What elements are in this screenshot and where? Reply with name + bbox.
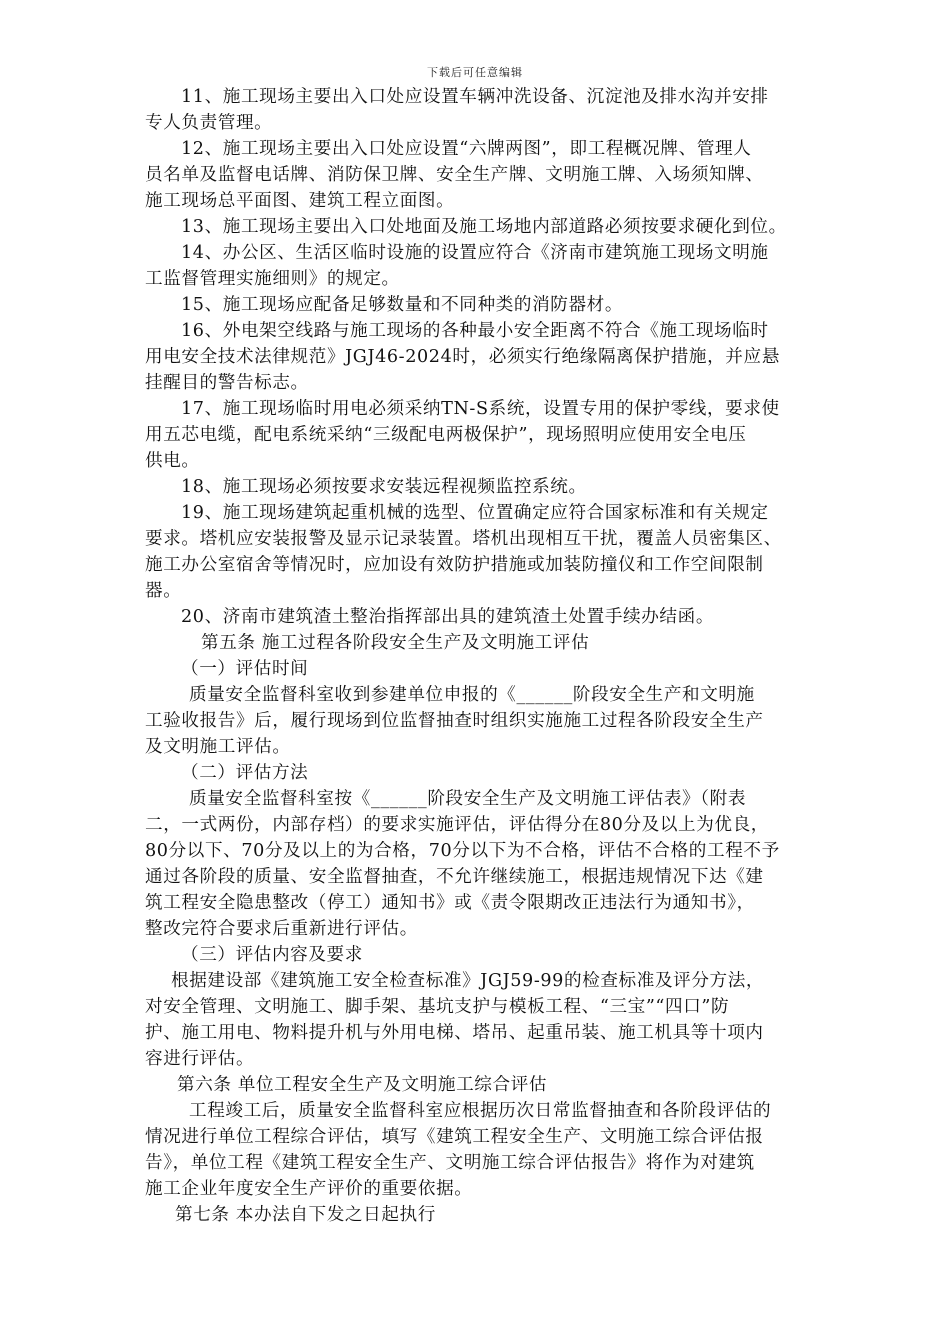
text-line: 二，一式两份，内部存档）的要求实施评估，评估得分在80分及以上为优良，: [145, 815, 769, 835]
text-line: 对安全管理、文明施工、脚手架、基坑支护与模板工程、“三宝”“四口”防: [145, 997, 730, 1017]
text-line: 工程竣工后，质量安全监督科室应根据历次日常监督抽查和各阶段评估的: [189, 1101, 772, 1121]
section-heading: 第六条 单位工程安全生产及文明施工综合评估: [177, 1075, 548, 1095]
text-line: 13、施工现场主要出入口处地面及施工场地内部道路必须按要求硬化到位。: [181, 217, 787, 237]
text-line: 容进行评估。: [145, 1049, 255, 1069]
text-line: 施工企业年度安全生产评价的重要依据。: [145, 1179, 473, 1199]
text-line: 用五芯电缆，配电系统采纳“三级配电两极保护”，现场照明应使用安全电压: [145, 425, 747, 445]
text-line: 专人负责管理。: [145, 113, 273, 133]
text-line: 护、施工用电、物料提升机与外用电梯、塔吊、起重吊装、施工机具等十项内: [145, 1023, 764, 1043]
text-line: 施工现场总平面图、建筑工程立面图。: [145, 191, 455, 211]
text-line: 质量安全监督科室收到参建单位申报的《______阶段安全生产和文明施: [189, 685, 755, 705]
text-line: 员名单及监督电话牌、消防保卫牌、安全生产牌、文明施工牌、入场须知牌、: [145, 165, 764, 185]
text-line: 根据建设部《建筑施工安全检查标准》JGJ59-99的检查标准及评分方法，: [171, 971, 765, 991]
text-line: 情况进行单位工程综合评估，填写《建筑工程安全生产、文明施工综合评估报: [145, 1127, 764, 1147]
section-heading: 第七条 本办法自下发之日起执行: [175, 1205, 436, 1225]
text-line: 质量安全监督科室按《______阶段安全生产及文明施工评估表》（附表: [189, 789, 747, 809]
subsection-heading: （一）评估时间: [181, 659, 309, 679]
text-line: 19、施工现场建筑起重机械的选型、位置确定应符合国家标准和有关规定: [181, 503, 769, 523]
text-line: 供电。: [145, 451, 200, 471]
text-line: 80分以下、70分及以上的为合格，70分以下为不合格，评估不合格的工程不予: [145, 841, 780, 861]
text-line: 12、施工现场主要出入口处应设置“六牌两图”，即工程概况牌、管理人: [181, 139, 752, 159]
text-line: 16、外电架空线路与施工现场的各种最小安全距离不符合《施工现场临时: [181, 321, 769, 341]
text-line: 通过各阶段的质量、安全监督抽查，不允许继续施工，根据违规情况下达《建: [145, 867, 764, 887]
text-line: 告》，单位工程《建筑工程安全生产、文明施工综合评估报告》将作为对建筑: [145, 1153, 755, 1173]
text-line: 器。: [145, 581, 182, 601]
text-line: 整改完符合要求后重新进行评估。: [145, 919, 418, 939]
text-line: 挂醒目的警告标志。: [145, 373, 309, 393]
text-line: 用电安全技术法律规范》JGJ46-2024时，必须实行绝缘隔离保护措施，并应悬: [145, 347, 780, 367]
text-line: 11、施工现场主要出入口处应设置车辆冲洗设备、沉淀池及排水沟并安排: [181, 87, 769, 107]
subsection-heading: （二）评估方法: [181, 763, 309, 783]
text-line: 及文明施工评估。: [145, 737, 291, 757]
page-header: 下载后可任意编辑: [427, 66, 523, 79]
text-line: 工验收报告》后，履行现场到位监督抽查时组织实施施工过程各阶段安全生产: [145, 711, 764, 731]
text-line: 20、济南市建筑渣土整治指挥部出具的建筑渣土处置手续办结函。: [181, 607, 715, 627]
text-line: 筑工程安全隐患整改（停工）通知书》或《责令限期改正违法行为通知书》，: [145, 893, 755, 913]
text-line: 施工办公室宿舍等情况时，应加设有效防护措施或加装防撞仪和工作空间限制: [145, 555, 764, 575]
text-line: 要求。塔机应安装报警及显示记录装置。塔机出现相互干扰，覆盖人员密集区、: [145, 529, 782, 549]
text-line: 15、施工现场应配备足够数量和不同种类的消防器材。: [181, 295, 624, 315]
text-line: 18、施工现场必须按要求安装远程视频监控系统。: [181, 477, 587, 497]
text-line: 17、施工现场临时用电必须采纳TN-S系统，设置专用的保护零线，要求使: [181, 399, 780, 419]
section-heading: 第五条 施工过程各阶段安全生产及文明施工评估: [201, 633, 590, 653]
subsection-heading: （三）评估内容及要求: [181, 945, 363, 965]
text-line: 工监督管理实施细则》的规定。: [145, 269, 400, 289]
document-body: [145, 84, 810, 1228]
text-line: 14、办公区、生活区临时设施的设置应符合《济南市建筑施工现场文明施: [181, 243, 769, 263]
